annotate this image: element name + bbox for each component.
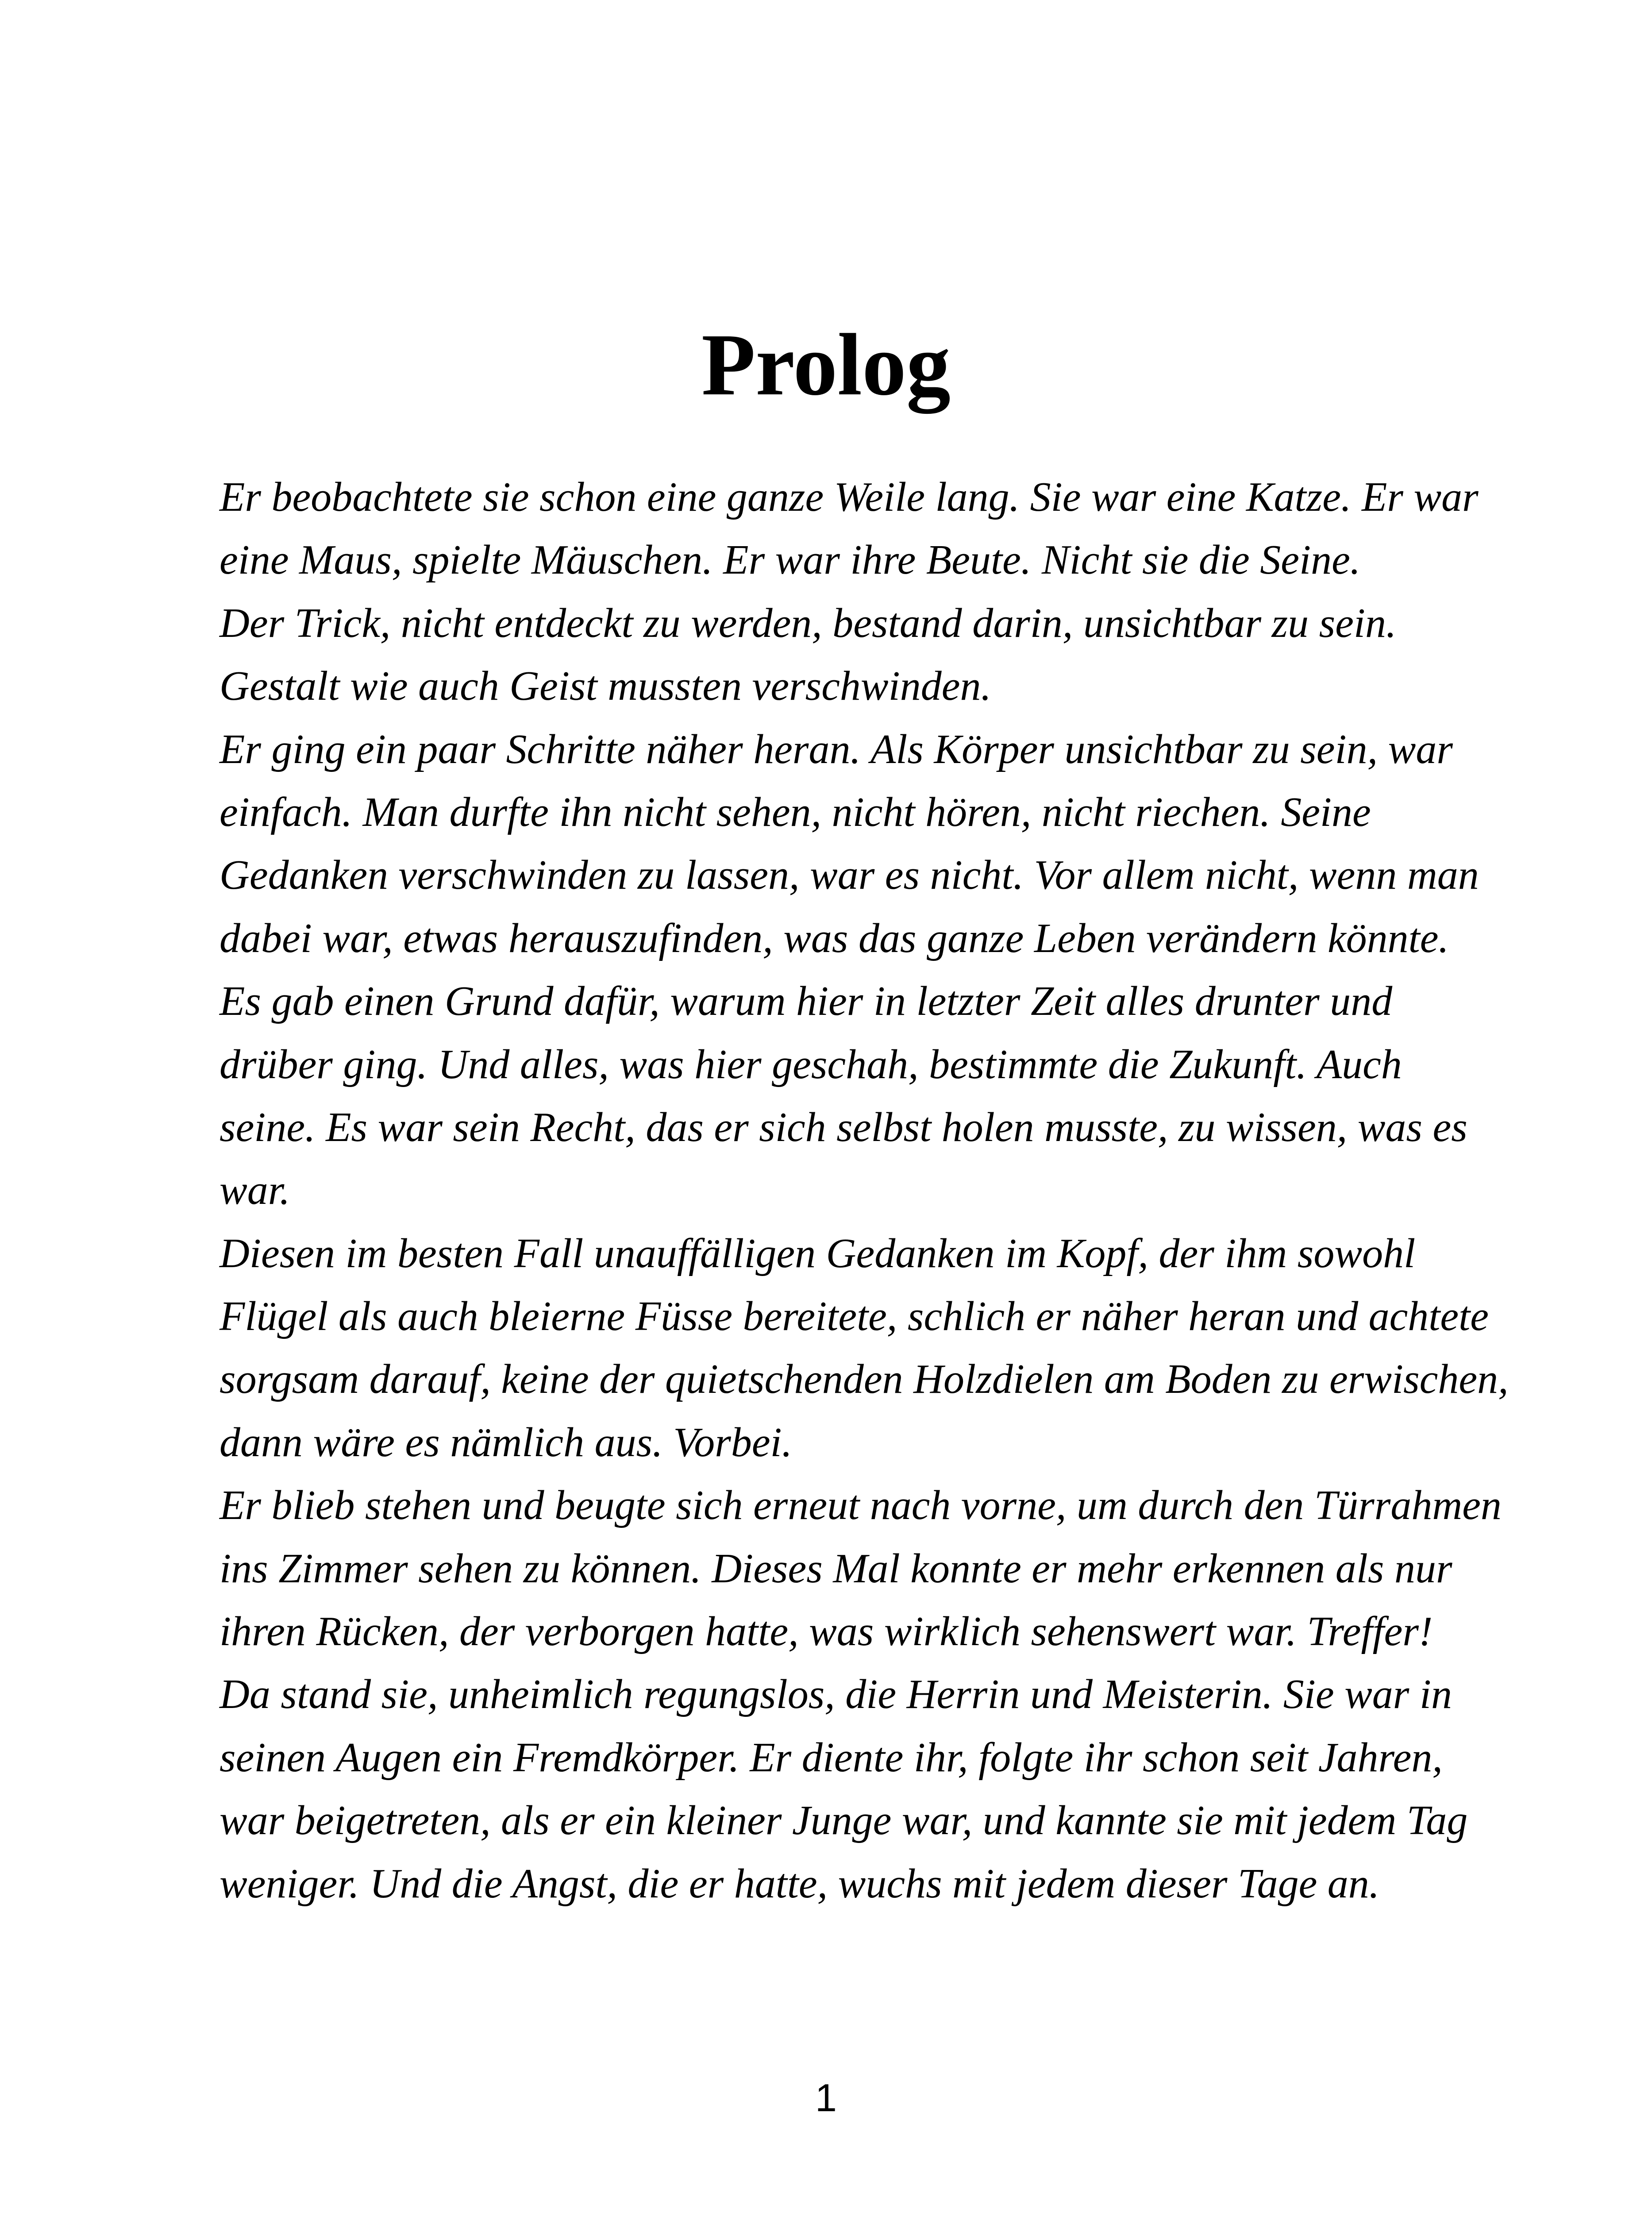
- text-line: einfach. Man durfte ihn nicht sehen, nicht hören, nicht riechen. Seine: [219, 789, 1371, 835]
- text-line: sorgsam darauf, keine der quietschenden Holzdielen am Boden zu erwischen,: [219, 1356, 1509, 1403]
- text-line: war beigetreten, als er ein kleiner Junge war, und kannte sie mit jedem Tag: [219, 1797, 1468, 1844]
- page-number: 1: [815, 2075, 837, 2120]
- text-line: seine. Es war sein Recht, das er sich selbst holen musste, zu wissen, was es: [219, 1104, 1467, 1150]
- text-line: ihren Rücken, der verborgen hatte, was wirklich sehenswert war. Treffer!: [219, 1608, 1433, 1655]
- text-line: Er blieb stehen und beugte sich erneut nach vorne, um durch den Türrahmen: [219, 1482, 1502, 1529]
- text-line: Er beobachtete sie schon eine ganze Weile lang. Sie war eine Katze. Er war: [219, 474, 1479, 520]
- text-line: dann wäre es nämlich aus. Vorbei.: [219, 1419, 793, 1465]
- text-line: Gestalt wie auch Geist mussten verschwinden.: [219, 663, 991, 709]
- text-line: war.: [219, 1167, 290, 1214]
- text-line: Es gab einen Grund dafür, warum hier in letzter Zeit alles drunter und: [219, 978, 1393, 1025]
- text-line: Flügel als auch bleierne Füsse bereitete, schlich er näher heran und achtete: [219, 1293, 1489, 1340]
- text-line: Diesen im besten Fall unauffälligen Gedanken im Kopf, der ihm sowohl: [219, 1230, 1416, 1276]
- text-line: ins Zimmer sehen zu können. Dieses Mal konnte er mehr erkennen als nur: [219, 1545, 1452, 1592]
- text-line: Da stand sie, unheimlich regungslos, die Herrin und Meisterin. Sie war in: [219, 1671, 1452, 1718]
- text-line: dabei war, etwas herauszufinden, was das ganze Leben verändern könnte.: [219, 915, 1449, 961]
- text-line: weniger. Und die Angst, die er hatte, wuchs mit jedem dieser Tage an.: [219, 1860, 1380, 1907]
- text-line: Gedanken verschwinden zu lassen, war es nicht. Vor allem nicht, wenn man: [219, 852, 1479, 898]
- body-text: [219, 466, 1652, 1915]
- text-line: drüber ging. Und alles, was hier geschah, bestimmte die Zukunft. Auch: [219, 1041, 1402, 1087]
- text-line: seinen Augen ein Fremdkörper. Er diente ihr, folgte ihr schon seit Jahren,: [219, 1734, 1443, 1781]
- text-line: Der Trick, nicht entdeckt zu werden, bestand darin, unsichtbar zu sein.: [219, 600, 1397, 646]
- text-line: Er ging ein paar Schritte näher heran. Als Körper unsichtbar zu sein, war: [219, 726, 1453, 772]
- text-line: eine Maus, spielte Mäuschen. Er war ihre Beute. Nicht sie die Seine.: [219, 537, 1361, 583]
- chapter-title: Prolog: [701, 316, 951, 414]
